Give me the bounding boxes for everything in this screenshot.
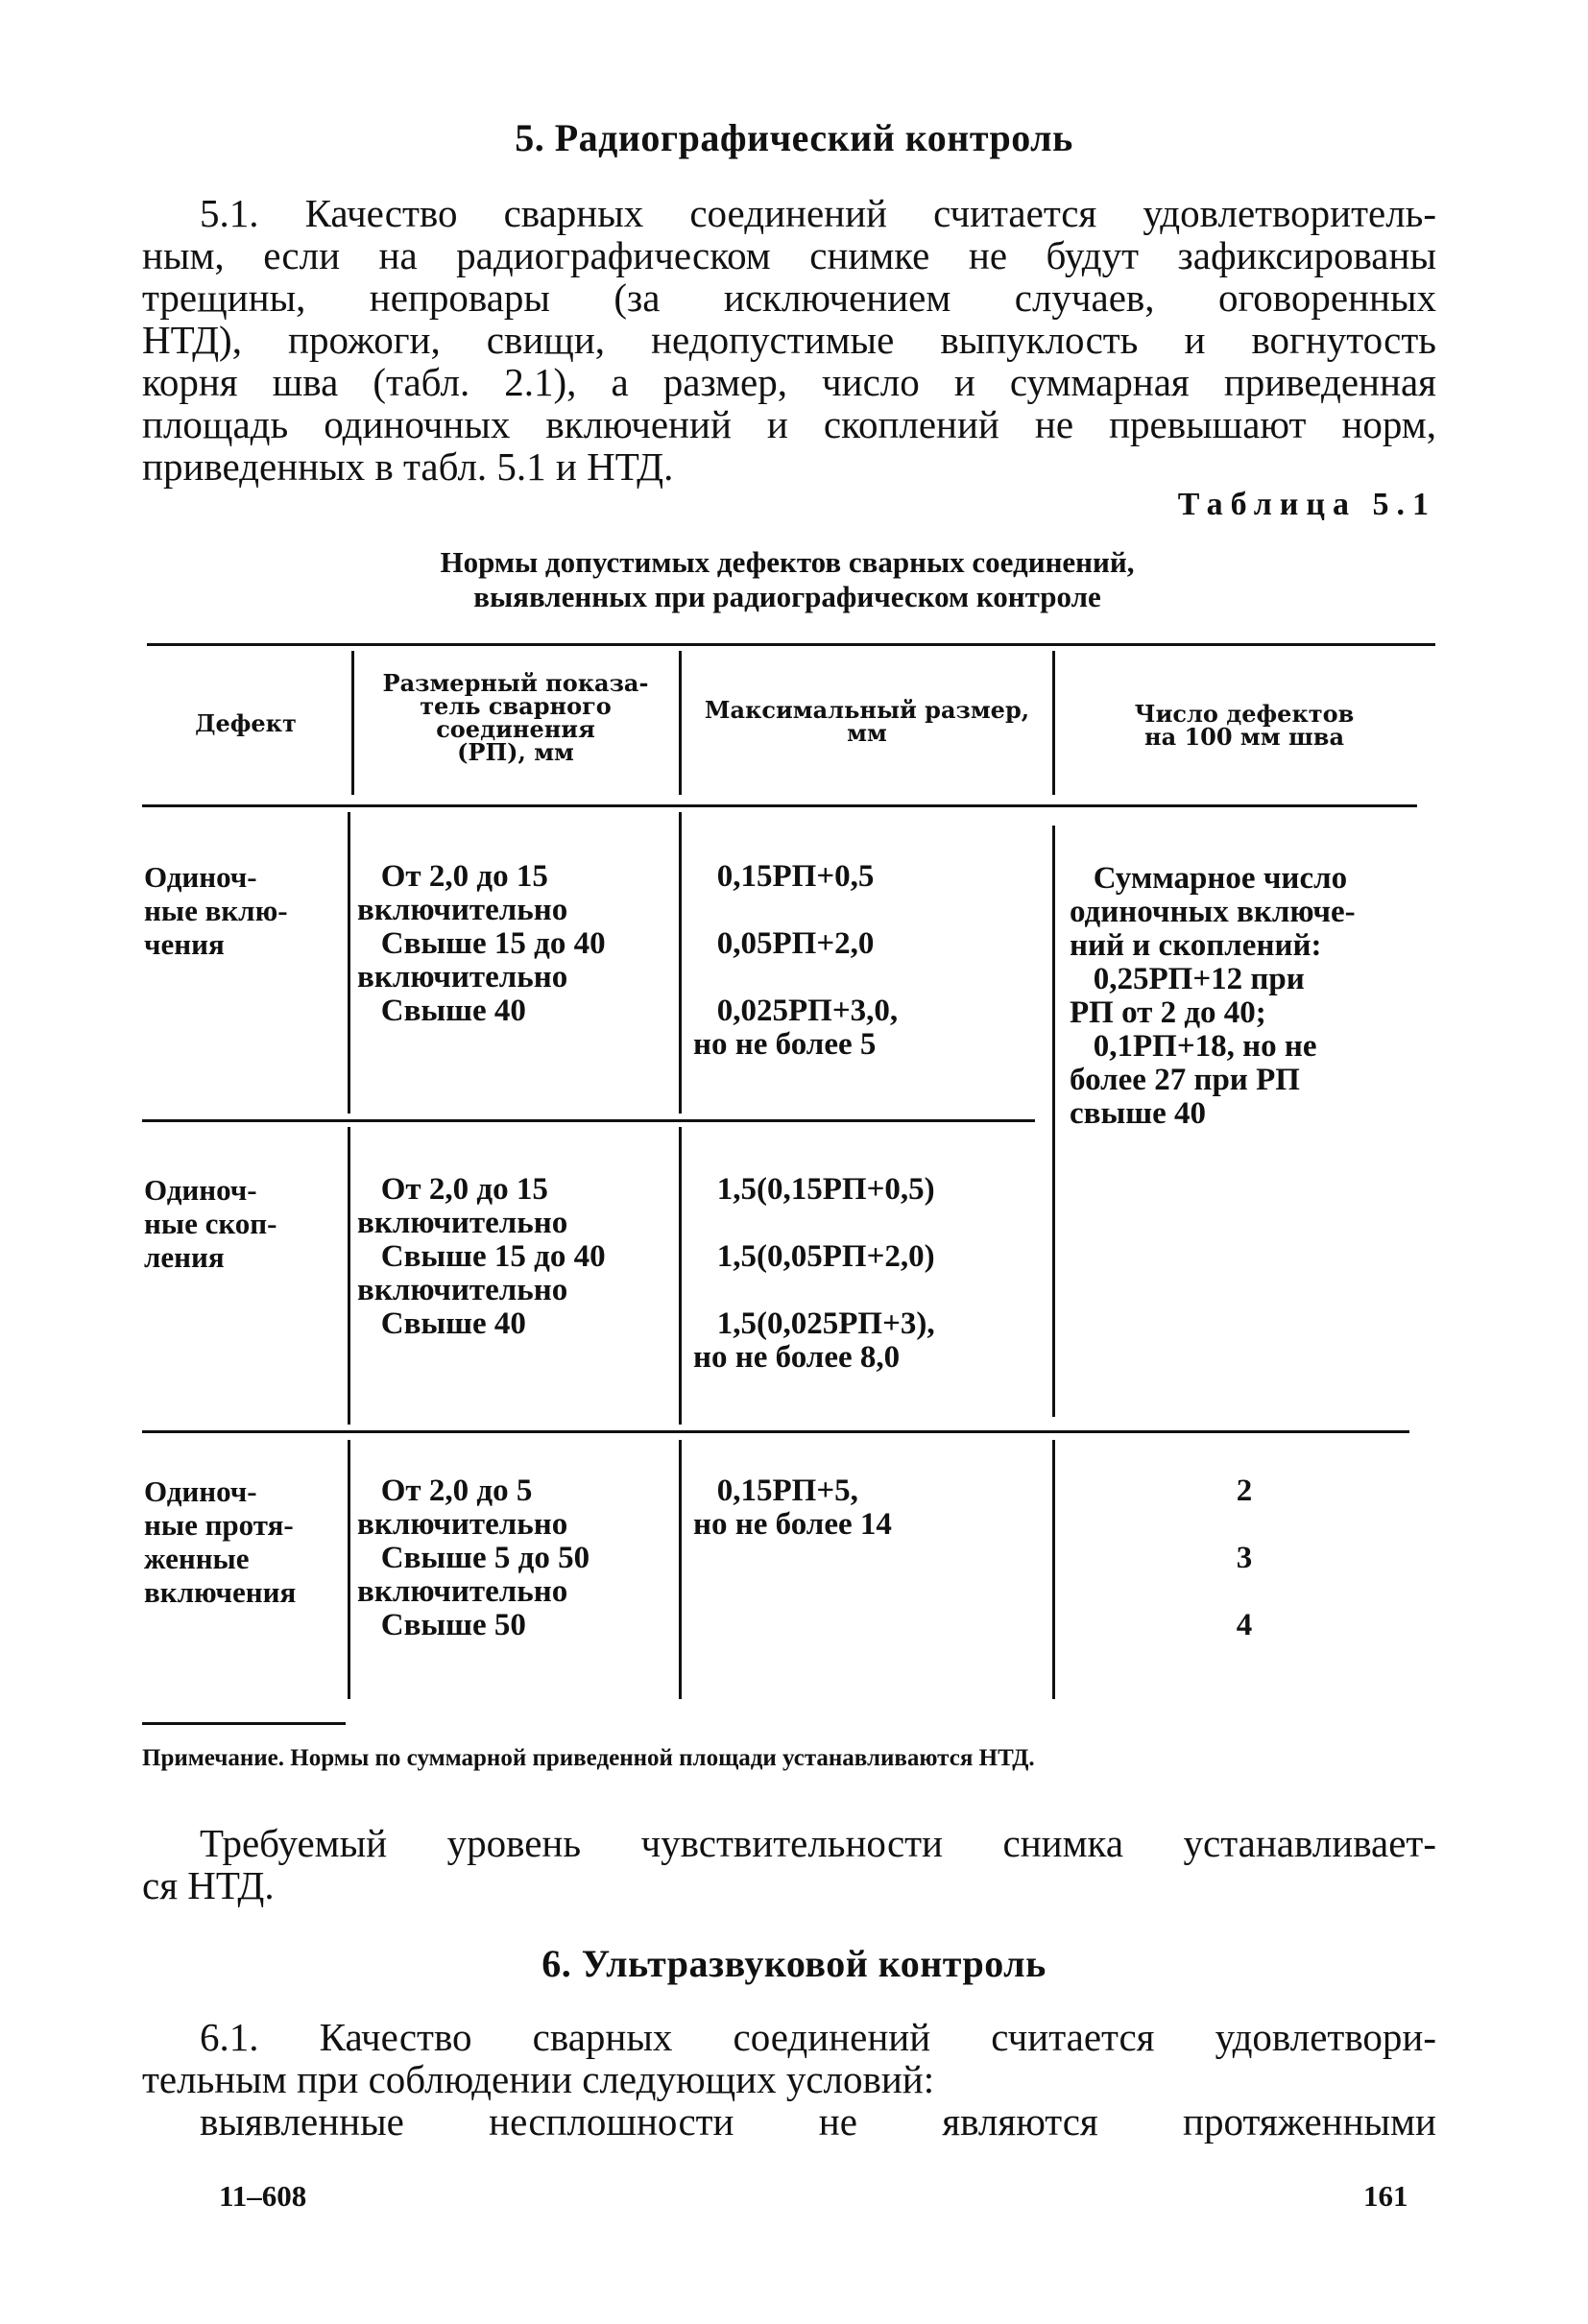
row3-count-3: 4 [1236,1608,1253,1642]
row2-defect: Одиноч- ные скоп- ления [144,1173,277,1274]
table-title-line: Нормы допустимых дефектов сварных соединений, [440,545,1135,579]
paragraph-line: приведенных в табл. 5.1 и НТД. [142,444,674,489]
section-5-title: 5. Радиографический контроль [515,116,1073,159]
row1-max-size: 0,15РП+0,5 0,05РП+2,0 0,025РП+3,0, но не более 5 [693,859,899,1062]
column-divider [1052,1440,1055,1699]
row2-max-size: 1,5(0,15РП+0,5) 1,5(0,05РП+2,0) 1,5(0,025РП+3), но не более 8,0 [693,1172,935,1375]
column-divider [348,1127,350,1425]
column-divider [1052,651,1055,795]
table-title [144,545,1431,614]
row2-rp: От 2,0 до 15 включительно Свыше 15 до 40 включительно Свыше 40 [357,1172,606,1341]
table-title-line: выявленных при радиографическом контроле [473,580,1101,613]
column-divider [351,651,354,795]
paragraph-line: НТД), прожоги, свищи, недопустимые выпуклость и вогнутость [142,318,1436,362]
paragraph-line: корня шва (табл. 2.1), а размер, число и суммарная приведенная [142,360,1436,404]
paragraph-line: 6.1. Качество сварных соединений считается удовлетвори- [200,2015,1436,2059]
column-divider [679,1440,682,1699]
row-divider [142,1119,1035,1122]
header-max-size: Максимальный размер, мм [704,696,1030,747]
footnote-rule [142,1722,346,1725]
header-defect: Дефект [195,709,297,737]
section-6-paragraph [142,2016,1436,2143]
page-number: 161 [1363,2179,1408,2213]
paragraph-line: тельным при соблюдении следующих условий: [142,2057,935,2101]
paragraph-line: 5.1. Качество сварных соединений считается удовлетворитель- [200,191,1436,235]
header-count: Число дефектов на 100 мм шва [1134,700,1355,751]
paragraph-line: Требуемый уровень чувствительности снимка устанавливает- [200,1821,1436,1865]
merged-count-cell: Суммарное число одиночных включе- ний и скоплений: 0,25РП+12 при РП от 2 до 40; 0,1РП+18, но не более 27 при РП свыше 40 [1070,861,1356,1131]
column-divider [679,1127,682,1425]
row3-rp: От 2,0 до 5 включительно Свыше 5 до 50 включительно Свыше 50 [357,1473,590,1642]
header-rp: Размерный показа- тель сварного соединения (РП), мм [382,669,649,766]
table-label: Таблица 5.1 [1177,487,1436,522]
column-divider [348,812,350,1114]
row3-max-size: 0,15РП+5, но не более 14 [693,1473,892,1542]
column-divider [679,651,682,795]
sensitivity-paragraph [142,1822,1436,1906]
footer-signature: 11–608 [219,2179,307,2213]
section-6-title: 6. Ультразвуковой контроль [541,1942,1047,1985]
paragraph-line: выявленные несплошности не являются протяженными [200,2099,1436,2144]
paragraph-line: ся НТД. [142,1863,275,1907]
row3-defect: Одиноч- ные протя- женные включения [144,1474,297,1609]
paragraph-line: площадь одиночных включений и скоплений не превышают норм, [142,402,1436,446]
table-note: Примечание. Нормы по суммарной приведенной площади устанавливаются НТД. [142,1745,1035,1771]
row1-rp: От 2,0 до 15 включительно Свыше 15 до 40 включительно Свыше 40 [357,859,606,1028]
row3-count-2: 3 [1236,1541,1253,1575]
column-divider [1052,826,1055,1417]
paragraph-line: ным, если на радиографическом снимке не будут зафиксированы [142,233,1436,277]
table-header-rule [142,804,1417,807]
section-5-paragraph [142,192,1436,488]
paragraph-line: трещины, непровары (за исключением случаев, оговоренных [142,276,1436,320]
row1-defect: Одиноч- ные вклю- чения [144,860,288,961]
row3-count-1: 2 [1236,1473,1253,1508]
column-divider [348,1440,350,1699]
row-divider [142,1430,1409,1433]
table-top-rule [147,643,1435,646]
column-divider [679,812,682,1114]
